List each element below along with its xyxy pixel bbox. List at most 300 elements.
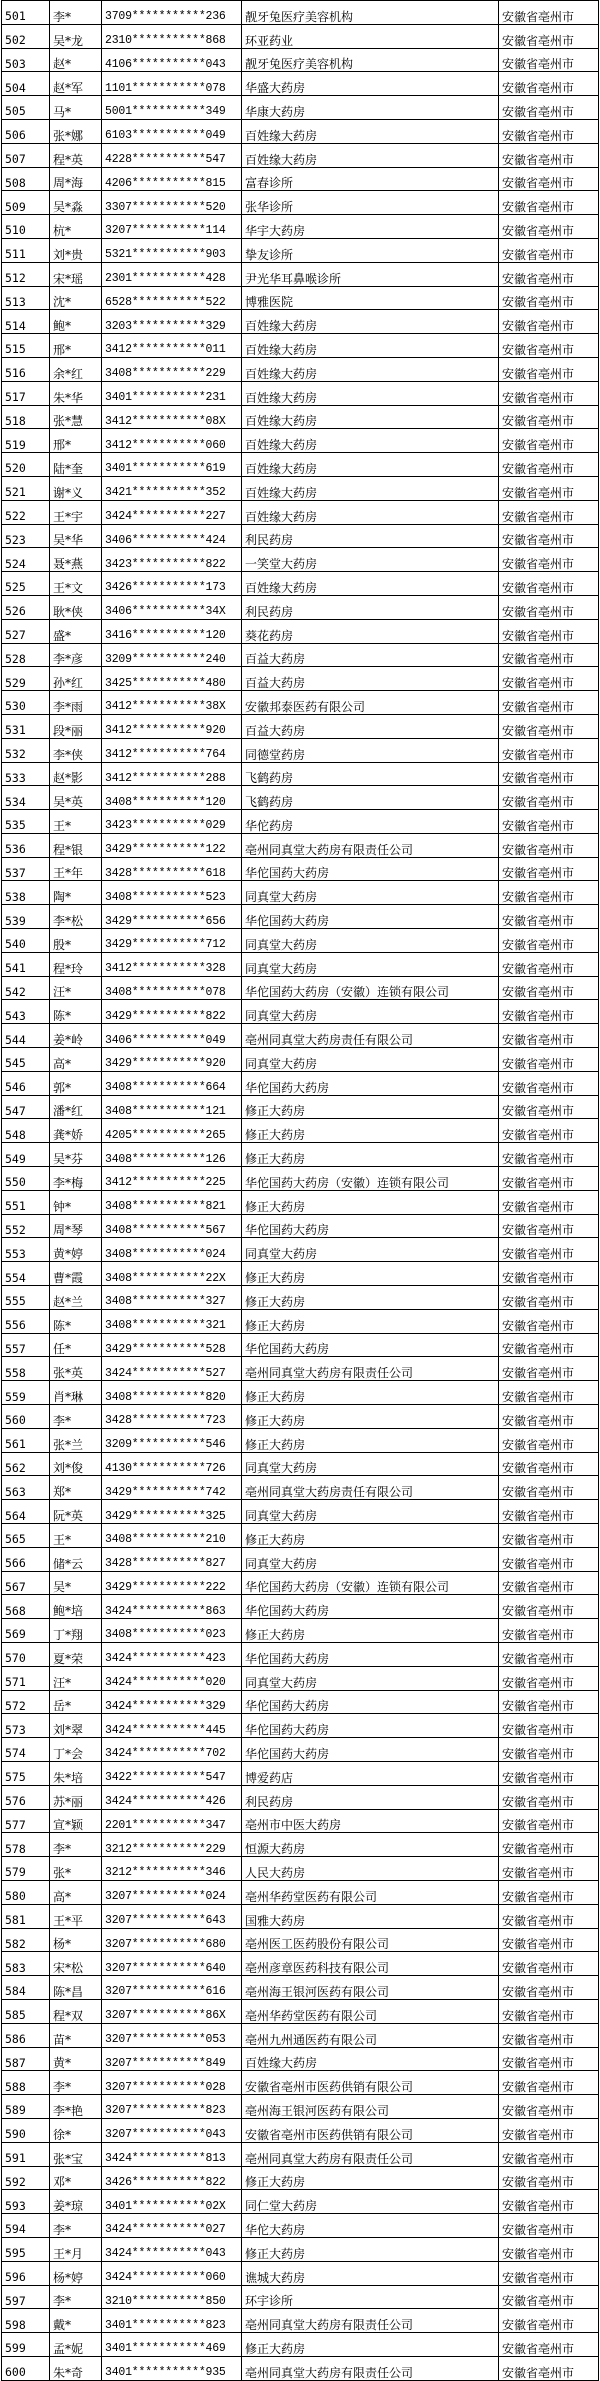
id-number-cell: 3421***********352	[102, 476, 242, 500]
name-cell: 曹*霞	[50, 1262, 102, 1286]
table-row	[2, 1976, 599, 2000]
id-number-cell: 3428***********723	[102, 1405, 242, 1429]
row-number-cell: 571	[2, 1666, 50, 1690]
region-cell: 安徽省亳州市	[499, 1190, 599, 1214]
row-number-cell: 554	[2, 1262, 50, 1286]
row-number-cell: 516	[2, 357, 50, 381]
name-cell: 任*	[50, 1333, 102, 1357]
name-cell: 邓*	[50, 2166, 102, 2190]
row-number-cell: 600	[2, 2356, 50, 2380]
institution-cell: 百姓缘大药房	[242, 143, 499, 167]
name-cell: 苗*	[50, 2023, 102, 2047]
table-row	[2, 2285, 599, 2309]
id-number-cell: 3207***********640	[102, 1952, 242, 1976]
row-number-cell: 511	[2, 238, 50, 262]
row-number-cell: 581	[2, 1904, 50, 1928]
institution-cell: 靓牙兔医疗美容机构	[242, 48, 499, 72]
institution-cell: 百姓缘大药房	[242, 405, 499, 429]
name-cell: 李*雨	[50, 691, 102, 715]
region-cell: 安徽省亳州市	[499, 1571, 599, 1595]
institution-cell: 修正大药房	[242, 1524, 499, 1548]
id-number-cell: 3429***********742	[102, 1476, 242, 1500]
id-number-cell: 3207***********028	[102, 2071, 242, 2095]
id-number-cell: 3408***********821	[102, 1190, 242, 1214]
id-number-cell: 3424***********445	[102, 1714, 242, 1738]
institution-cell: 同真堂大药房	[242, 1048, 499, 1072]
id-number-cell: 3408***********023	[102, 1619, 242, 1643]
institution-cell: 亳州市中医大药房	[242, 1809, 499, 1833]
id-number-cell: 3412***********08X	[102, 405, 242, 429]
id-number-cell: 3207***********643	[102, 1904, 242, 1928]
table-row	[2, 1286, 599, 1310]
institution-cell: 华佗国药大药房	[242, 1333, 499, 1357]
id-number-cell: 3207***********823	[102, 2095, 242, 2119]
institution-cell: 百姓缘大药房	[242, 2047, 499, 2071]
table-row	[2, 976, 599, 1000]
institution-cell: 同真堂大药房	[242, 1238, 499, 1262]
institution-cell: 亳州同真堂大药房有限责任公司	[242, 2142, 499, 2166]
table-row	[2, 1809, 599, 1833]
table-row	[2, 119, 599, 143]
name-cell: 陈*昌	[50, 1976, 102, 2000]
institution-cell: 华康大药房	[242, 96, 499, 120]
id-number-cell: 3424***********027	[102, 2214, 242, 2238]
row-number-cell: 558	[2, 1357, 50, 1381]
region-cell: 安徽省亳州市	[499, 1500, 599, 1524]
institution-cell: 华佗国药大药房	[242, 905, 499, 929]
name-cell: 赵*军	[50, 72, 102, 96]
region-cell: 安徽省亳州市	[499, 1309, 599, 1333]
row-number-cell: 541	[2, 952, 50, 976]
institution-cell: 靓牙兔医疗美容机构	[242, 1, 499, 25]
name-cell: 朱*奇	[50, 2356, 102, 2380]
id-number-cell: 3408***********664	[102, 1071, 242, 1095]
id-number-cell: 3429***********528	[102, 1333, 242, 1357]
institution-cell: 亳州医工医药股份有限公司	[242, 1928, 499, 1952]
region-cell: 安徽省亳州市	[499, 1048, 599, 1072]
id-number-cell: 3408***********820	[102, 1381, 242, 1405]
row-number-cell: 543	[2, 1000, 50, 1024]
institution-cell: 百姓缘大药房	[242, 357, 499, 381]
institution-cell: 华盛大药房	[242, 72, 499, 96]
table-row	[2, 238, 599, 262]
id-number-cell: 3412***********764	[102, 738, 242, 762]
region-cell: 安徽省亳州市	[499, 476, 599, 500]
table-row	[2, 476, 599, 500]
institution-cell: 亳州同真堂大药房有限责任公司	[242, 2309, 499, 2333]
institution-cell: 同真堂大药房	[242, 1452, 499, 1476]
region-cell: 安徽省亳州市	[499, 72, 599, 96]
region-cell: 安徽省亳州市	[499, 2118, 599, 2142]
institution-cell: 华佗大药房	[242, 2214, 499, 2238]
name-cell: 陈*	[50, 1309, 102, 1333]
row-number-cell: 548	[2, 1119, 50, 1143]
region-cell: 安徽省亳州市	[499, 1476, 599, 1500]
id-number-cell: 3412***********288	[102, 762, 242, 786]
region-cell: 安徽省亳州市	[499, 2071, 599, 2095]
institution-cell: 同真堂大药房	[242, 952, 499, 976]
name-cell: 储*云	[50, 1547, 102, 1571]
table-row	[2, 1048, 599, 1072]
region-cell: 安徽省亳州市	[499, 857, 599, 881]
id-number-cell: 2301***********428	[102, 262, 242, 286]
table-row	[2, 691, 599, 715]
institution-cell: 同真堂大药房	[242, 929, 499, 953]
row-number-cell: 536	[2, 833, 50, 857]
institution-cell: 百益大药房	[242, 667, 499, 691]
table-row	[2, 1690, 599, 1714]
institution-cell: 百姓缘大药房	[242, 310, 499, 334]
region-cell: 安徽省亳州市	[499, 167, 599, 191]
id-number-cell: 3424***********227	[102, 500, 242, 524]
name-cell: 戴*	[50, 2309, 102, 2333]
region-cell: 安徽省亳州市	[499, 2309, 599, 2333]
institution-cell: 华佗国药大药房	[242, 1738, 499, 1762]
row-number-cell: 559	[2, 1381, 50, 1405]
institution-cell: 亳州海王银河医药有限公司	[242, 2095, 499, 2119]
table-row	[2, 2095, 599, 2119]
institution-cell: 亳州同真堂大药房有限责任公司	[242, 2356, 499, 2380]
institution-cell: 华佗国药大药房	[242, 1642, 499, 1666]
id-number-cell: 3426***********822	[102, 2166, 242, 2190]
id-number-cell: 3412***********011	[102, 334, 242, 358]
institution-cell: 修正大药房	[242, 1143, 499, 1167]
institution-cell: 亳州同真堂大药房责任有限公司	[242, 1024, 499, 1048]
table-row	[2, 1, 599, 25]
row-number-cell: 545	[2, 1048, 50, 1072]
table-row	[2, 1714, 599, 1738]
row-number-cell: 599	[2, 2333, 50, 2357]
id-number-cell: 3423***********029	[102, 810, 242, 834]
table-row	[2, 2309, 599, 2333]
institution-cell: 百姓缘大药房	[242, 119, 499, 143]
name-cell: 刘*俊	[50, 1452, 102, 1476]
region-cell: 安徽省亳州市	[499, 1214, 599, 1238]
region-cell: 安徽省亳州市	[499, 762, 599, 786]
row-number-cell: 546	[2, 1071, 50, 1095]
name-cell: 徐*	[50, 2118, 102, 2142]
id-number-cell: 3429***********712	[102, 929, 242, 953]
institution-cell: 亳州同真堂大药房有限责任公司	[242, 833, 499, 857]
id-number-cell: 3423***********822	[102, 548, 242, 572]
id-number-cell: 6528***********522	[102, 286, 242, 310]
name-cell: 李*艳	[50, 2095, 102, 2119]
row-number-cell: 555	[2, 1286, 50, 1310]
name-cell: 吴*华	[50, 524, 102, 548]
row-number-cell: 504	[2, 72, 50, 96]
row-number-cell: 527	[2, 619, 50, 643]
region-cell: 安徽省亳州市	[499, 2190, 599, 2214]
name-cell: 程*英	[50, 143, 102, 167]
id-number-cell: 3408***********210	[102, 1524, 242, 1548]
region-cell: 安徽省亳州市	[499, 1857, 599, 1881]
name-cell: 王*平	[50, 1904, 102, 1928]
name-cell: 钟*	[50, 1190, 102, 1214]
name-cell: 聂*燕	[50, 548, 102, 572]
region-cell: 安徽省亳州市	[499, 619, 599, 643]
name-cell: 周*海	[50, 167, 102, 191]
name-cell: 陈*	[50, 1000, 102, 1024]
id-number-cell: 3424***********060	[102, 2261, 242, 2285]
region-cell: 安徽省亳州市	[499, 381, 599, 405]
id-number-cell: 4106***********043	[102, 48, 242, 72]
name-cell: 刘*翠	[50, 1714, 102, 1738]
name-cell: 李*	[50, 2285, 102, 2309]
row-number-cell: 590	[2, 2118, 50, 2142]
table-row	[2, 1452, 599, 1476]
table-row	[2, 2047, 599, 2071]
institution-cell: 飞鹤药房	[242, 762, 499, 786]
table-row	[2, 810, 599, 834]
name-cell: 赵*影	[50, 762, 102, 786]
id-number-cell: 3424***********329	[102, 1690, 242, 1714]
table-row	[2, 1571, 599, 1595]
region-cell: 安徽省亳州市	[499, 238, 599, 262]
region-cell: 安徽省亳州市	[499, 1999, 599, 2023]
row-number-cell: 539	[2, 905, 50, 929]
row-number-cell: 594	[2, 2214, 50, 2238]
name-cell: 李*侠	[50, 738, 102, 762]
id-number-cell: 3401***********469	[102, 2333, 242, 2357]
id-number-cell: 3207***********86X	[102, 1999, 242, 2023]
id-number-cell: 3429***********325	[102, 1500, 242, 1524]
region-cell: 安徽省亳州市	[499, 572, 599, 596]
table-row	[2, 500, 599, 524]
id-number-cell: 3212***********346	[102, 1857, 242, 1881]
region-cell: 安徽省亳州市	[499, 48, 599, 72]
id-number-cell: 3207***********024	[102, 1880, 242, 1904]
name-cell: 余*红	[50, 357, 102, 381]
table-row	[2, 1190, 599, 1214]
table-row	[2, 595, 599, 619]
id-number-cell: 3424***********813	[102, 2142, 242, 2166]
id-number-cell: 3425***********480	[102, 667, 242, 691]
row-number-cell: 538	[2, 881, 50, 905]
row-number-cell: 575	[2, 1761, 50, 1785]
id-number-cell: 3424***********043	[102, 2237, 242, 2261]
id-number-cell: 3408***********024	[102, 1238, 242, 1262]
row-number-cell: 521	[2, 476, 50, 500]
table-row	[2, 524, 599, 548]
institution-cell: 利民药房	[242, 595, 499, 619]
table-row	[2, 1476, 599, 1500]
row-number-cell: 578	[2, 1833, 50, 1857]
region-cell: 安徽省亳州市	[499, 1547, 599, 1571]
institution-cell: 华佗国药大药房（安徽）连锁有限公司	[242, 1571, 499, 1595]
name-cell: 郑*	[50, 1476, 102, 1500]
row-number-cell: 550	[2, 1167, 50, 1191]
id-number-cell: 3422***********547	[102, 1761, 242, 1785]
row-number-cell: 542	[2, 976, 50, 1000]
name-cell: 刘*贵	[50, 238, 102, 262]
row-number-cell: 592	[2, 2166, 50, 2190]
name-cell: 段*丽	[50, 714, 102, 738]
region-cell: 安徽省亳州市	[499, 1785, 599, 1809]
table-row	[2, 334, 599, 358]
name-cell: 沈*	[50, 286, 102, 310]
institution-cell: 张华诊所	[242, 191, 499, 215]
region-cell: 安徽省亳州市	[499, 1, 599, 25]
institution-cell: 利民药房	[242, 524, 499, 548]
table-row	[2, 2261, 599, 2285]
name-cell: 李*	[50, 1833, 102, 1857]
region-cell: 安徽省亳州市	[499, 786, 599, 810]
table-row	[2, 1642, 599, 1666]
table-row	[2, 572, 599, 596]
id-number-cell: 3408***********327	[102, 1286, 242, 1310]
institution-cell: 同真堂大药房	[242, 1547, 499, 1571]
row-number-cell: 544	[2, 1024, 50, 1048]
id-number-cell: 3209***********546	[102, 1428, 242, 1452]
row-number-cell: 568	[2, 1595, 50, 1619]
institution-cell: 百姓缘大药房	[242, 381, 499, 405]
name-cell: 高*	[50, 1048, 102, 1072]
table-row	[2, 1238, 599, 1262]
row-number-cell: 565	[2, 1524, 50, 1548]
row-number-cell: 586	[2, 2023, 50, 2047]
region-cell: 安徽省亳州市	[499, 119, 599, 143]
row-number-cell: 564	[2, 1500, 50, 1524]
row-number-cell: 589	[2, 2095, 50, 2119]
institution-cell: 富春诊所	[242, 167, 499, 191]
row-number-cell: 596	[2, 2261, 50, 2285]
id-number-cell: 3428***********618	[102, 857, 242, 881]
name-cell: 王*宇	[50, 500, 102, 524]
name-cell: 程*玲	[50, 952, 102, 976]
institution-cell: 华佗国药大药房	[242, 1595, 499, 1619]
name-cell: 吴*	[50, 1571, 102, 1595]
region-cell: 安徽省亳州市	[499, 1357, 599, 1381]
region-cell: 安徽省亳州市	[499, 429, 599, 453]
id-number-cell: 3429***********122	[102, 833, 242, 857]
institution-cell: 亳州九州通医药有限公司	[242, 2023, 499, 2047]
region-cell: 安徽省亳州市	[499, 1952, 599, 1976]
region-cell: 安徽省亳州市	[499, 1333, 599, 1357]
name-cell: 吴*英	[50, 786, 102, 810]
row-number-cell: 514	[2, 310, 50, 334]
table-row	[2, 667, 599, 691]
institution-cell: 华佗国药大药房	[242, 1714, 499, 1738]
name-cell: 吴*淼	[50, 191, 102, 215]
name-cell: 张*英	[50, 1357, 102, 1381]
region-cell: 安徽省亳州市	[499, 905, 599, 929]
id-number-cell: 3408***********523	[102, 881, 242, 905]
table-row	[2, 143, 599, 167]
table-row	[2, 1595, 599, 1619]
name-cell: 李*梅	[50, 1167, 102, 1191]
institution-cell: 修正大药房	[242, 1119, 499, 1143]
institution-cell: 百姓缘大药房	[242, 500, 499, 524]
name-cell: 耿*侠	[50, 595, 102, 619]
institution-cell: 修正大药房	[242, 1262, 499, 1286]
row-number-cell: 551	[2, 1190, 50, 1214]
name-cell: 宣*颖	[50, 1809, 102, 1833]
name-cell: 程*双	[50, 1999, 102, 2023]
name-cell: 陆*奎	[50, 453, 102, 477]
row-number-cell: 540	[2, 929, 50, 953]
region-cell: 安徽省亳州市	[499, 96, 599, 120]
row-number-cell: 574	[2, 1738, 50, 1762]
id-number-cell: 3424***********863	[102, 1595, 242, 1619]
region-cell: 安徽省亳州市	[499, 24, 599, 48]
row-number-cell: 549	[2, 1143, 50, 1167]
table-row	[2, 1833, 599, 1857]
region-cell: 安徽省亳州市	[499, 1428, 599, 1452]
institution-cell: 修正大药房	[242, 1381, 499, 1405]
region-cell: 安徽省亳州市	[499, 2166, 599, 2190]
id-number-cell: 3203***********329	[102, 310, 242, 334]
institution-cell: 华佗国药大药房	[242, 1690, 499, 1714]
table-row	[2, 48, 599, 72]
region-cell: 安徽省亳州市	[499, 1167, 599, 1191]
region-cell: 安徽省亳州市	[499, 1761, 599, 1785]
row-number-cell: 529	[2, 667, 50, 691]
name-cell: 张*娜	[50, 119, 102, 143]
id-number-cell: 3408***********321	[102, 1309, 242, 1333]
table-row	[2, 929, 599, 953]
row-number-cell: 501	[2, 1, 50, 25]
table-row	[2, 1000, 599, 1024]
name-cell: 张*宝	[50, 2142, 102, 2166]
row-number-cell: 553	[2, 1238, 50, 1262]
region-cell: 安徽省亳州市	[499, 310, 599, 334]
name-cell: 张*	[50, 1857, 102, 1881]
row-number-cell: 561	[2, 1428, 50, 1452]
institution-cell: 同真堂大药房	[242, 1000, 499, 1024]
table-row	[2, 714, 599, 738]
institution-cell: 修正大药房	[242, 2237, 499, 2261]
region-cell: 安徽省亳州市	[499, 738, 599, 762]
table-row	[2, 1999, 599, 2023]
table-row	[2, 762, 599, 786]
row-number-cell: 519	[2, 429, 50, 453]
region-cell: 安徽省亳州市	[499, 215, 599, 239]
institution-cell: 修正大药房	[242, 1405, 499, 1429]
institution-cell: 一笑堂大药房	[242, 548, 499, 572]
row-number-cell: 513	[2, 286, 50, 310]
row-number-cell: 520	[2, 453, 50, 477]
name-cell: 吴*芬	[50, 1143, 102, 1167]
id-number-cell: 3424***********527	[102, 1357, 242, 1381]
institution-cell: 百姓缘大药房	[242, 334, 499, 358]
name-cell: 王*年	[50, 857, 102, 881]
table-row	[2, 548, 599, 572]
region-cell: 安徽省亳州市	[499, 1595, 599, 1619]
institution-cell: 百姓缘大药房	[242, 572, 499, 596]
table-row	[2, 96, 599, 120]
institution-cell: 华佗国药大药房	[242, 1214, 499, 1238]
institution-cell: 安徽邦泰医药有限公司	[242, 691, 499, 715]
region-cell: 安徽省亳州市	[499, 191, 599, 215]
row-number-cell: 522	[2, 500, 50, 524]
row-number-cell: 509	[2, 191, 50, 215]
row-number-cell: 508	[2, 167, 50, 191]
table-row	[2, 2356, 599, 2380]
row-number-cell: 577	[2, 1809, 50, 1833]
id-number-cell: 3408***********567	[102, 1214, 242, 1238]
table-row	[2, 1262, 599, 1286]
name-cell: 谢*义	[50, 476, 102, 500]
institution-cell: 修正大药房	[242, 2333, 499, 2357]
region-cell: 安徽省亳州市	[499, 1904, 599, 1928]
name-cell: 赵*兰	[50, 1286, 102, 1310]
table-row	[2, 24, 599, 48]
table-row	[2, 881, 599, 905]
region-cell: 安徽省亳州市	[499, 833, 599, 857]
name-cell: 龚*娇	[50, 1119, 102, 1143]
region-cell: 安徽省亳州市	[499, 262, 599, 286]
institution-cell: 尹光华耳鼻喉诊所	[242, 262, 499, 286]
